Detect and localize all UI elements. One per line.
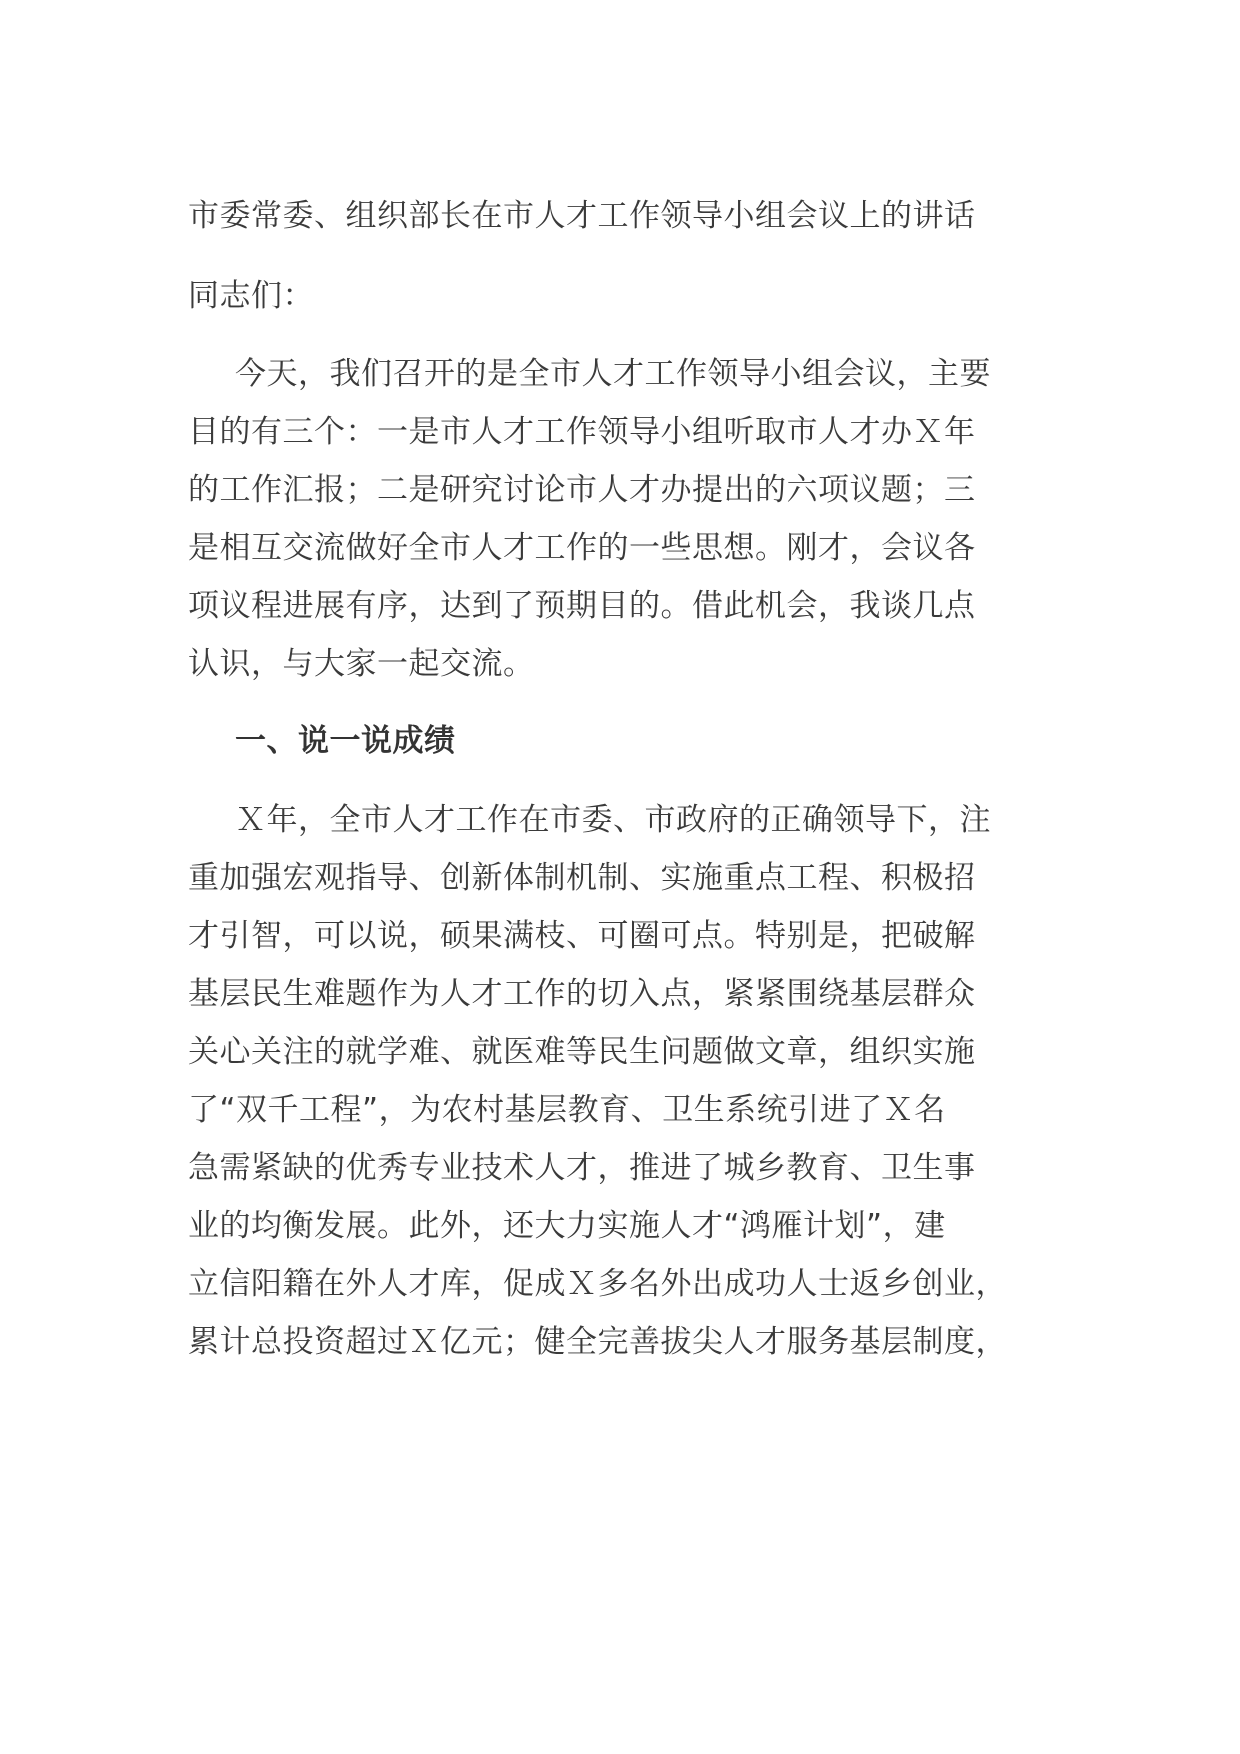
paragraph-line: 急需紧缺的优秀专业技术人才，推进了城乡教育、卫生事 bbox=[188, 1150, 976, 1186]
paragraph-line: 基层民生难题作为人才工作的切入点，紧紧围绕基层群众 bbox=[188, 976, 976, 1012]
paragraph-line: 才引智，可以说，硕果满枝、可圈可点。特别是，把破解 bbox=[188, 918, 976, 954]
paragraph-line: Ｘ年，全市人才工作在市委、市政府的正确领导下，注 bbox=[235, 802, 991, 838]
paragraph-line: 累计总投资超过Ｘ亿元；健全完善拔尖人才服务基层制度， bbox=[188, 1324, 1007, 1360]
paragraph-line: 的工作汇报；二是研究讨论市人才办提出的六项议题；三 bbox=[188, 472, 976, 508]
paragraph-line: 业的均衡发展。此外，还大力实施人才“鸿雁计划”，建 bbox=[188, 1208, 946, 1244]
document-title: 市委常委、组织部长在市人才工作领导小组会议上的讲话 bbox=[188, 198, 976, 234]
paragraph-line: 认识，与大家一起交流。 bbox=[188, 646, 535, 682]
paragraph-line: 项议程进展有序，达到了预期目的。借此机会，我谈几点 bbox=[188, 588, 976, 624]
paragraph-line: 是相互交流做好全市人才工作的一些思想。刚才，会议各 bbox=[188, 530, 976, 566]
paragraph-line: 立信阳籍在外人才库，促成Ｘ多名外出成功人士返乡创业， bbox=[188, 1266, 1007, 1302]
paragraph-line: 重加强宏观指导、创新体制机制、实施重点工程、积极招 bbox=[188, 860, 976, 896]
paragraph-line: 了“双千工程”，为农村基层教育、卫生系统引进了Ｘ名 bbox=[188, 1092, 946, 1128]
paragraph-line: 今天，我们召开的是全市人才工作领导小组会议，主要 bbox=[235, 356, 991, 392]
salutation: 同志们： bbox=[188, 278, 314, 314]
paragraph-line: 目的有三个：一是市人才工作领导小组听取市人才办Ｘ年 bbox=[188, 414, 976, 450]
paragraph-line: 关心关注的就学难、就医难等民生问题做文章，组织实施 bbox=[188, 1034, 976, 1070]
section-heading: 一、说一说成绩 bbox=[235, 723, 456, 759]
